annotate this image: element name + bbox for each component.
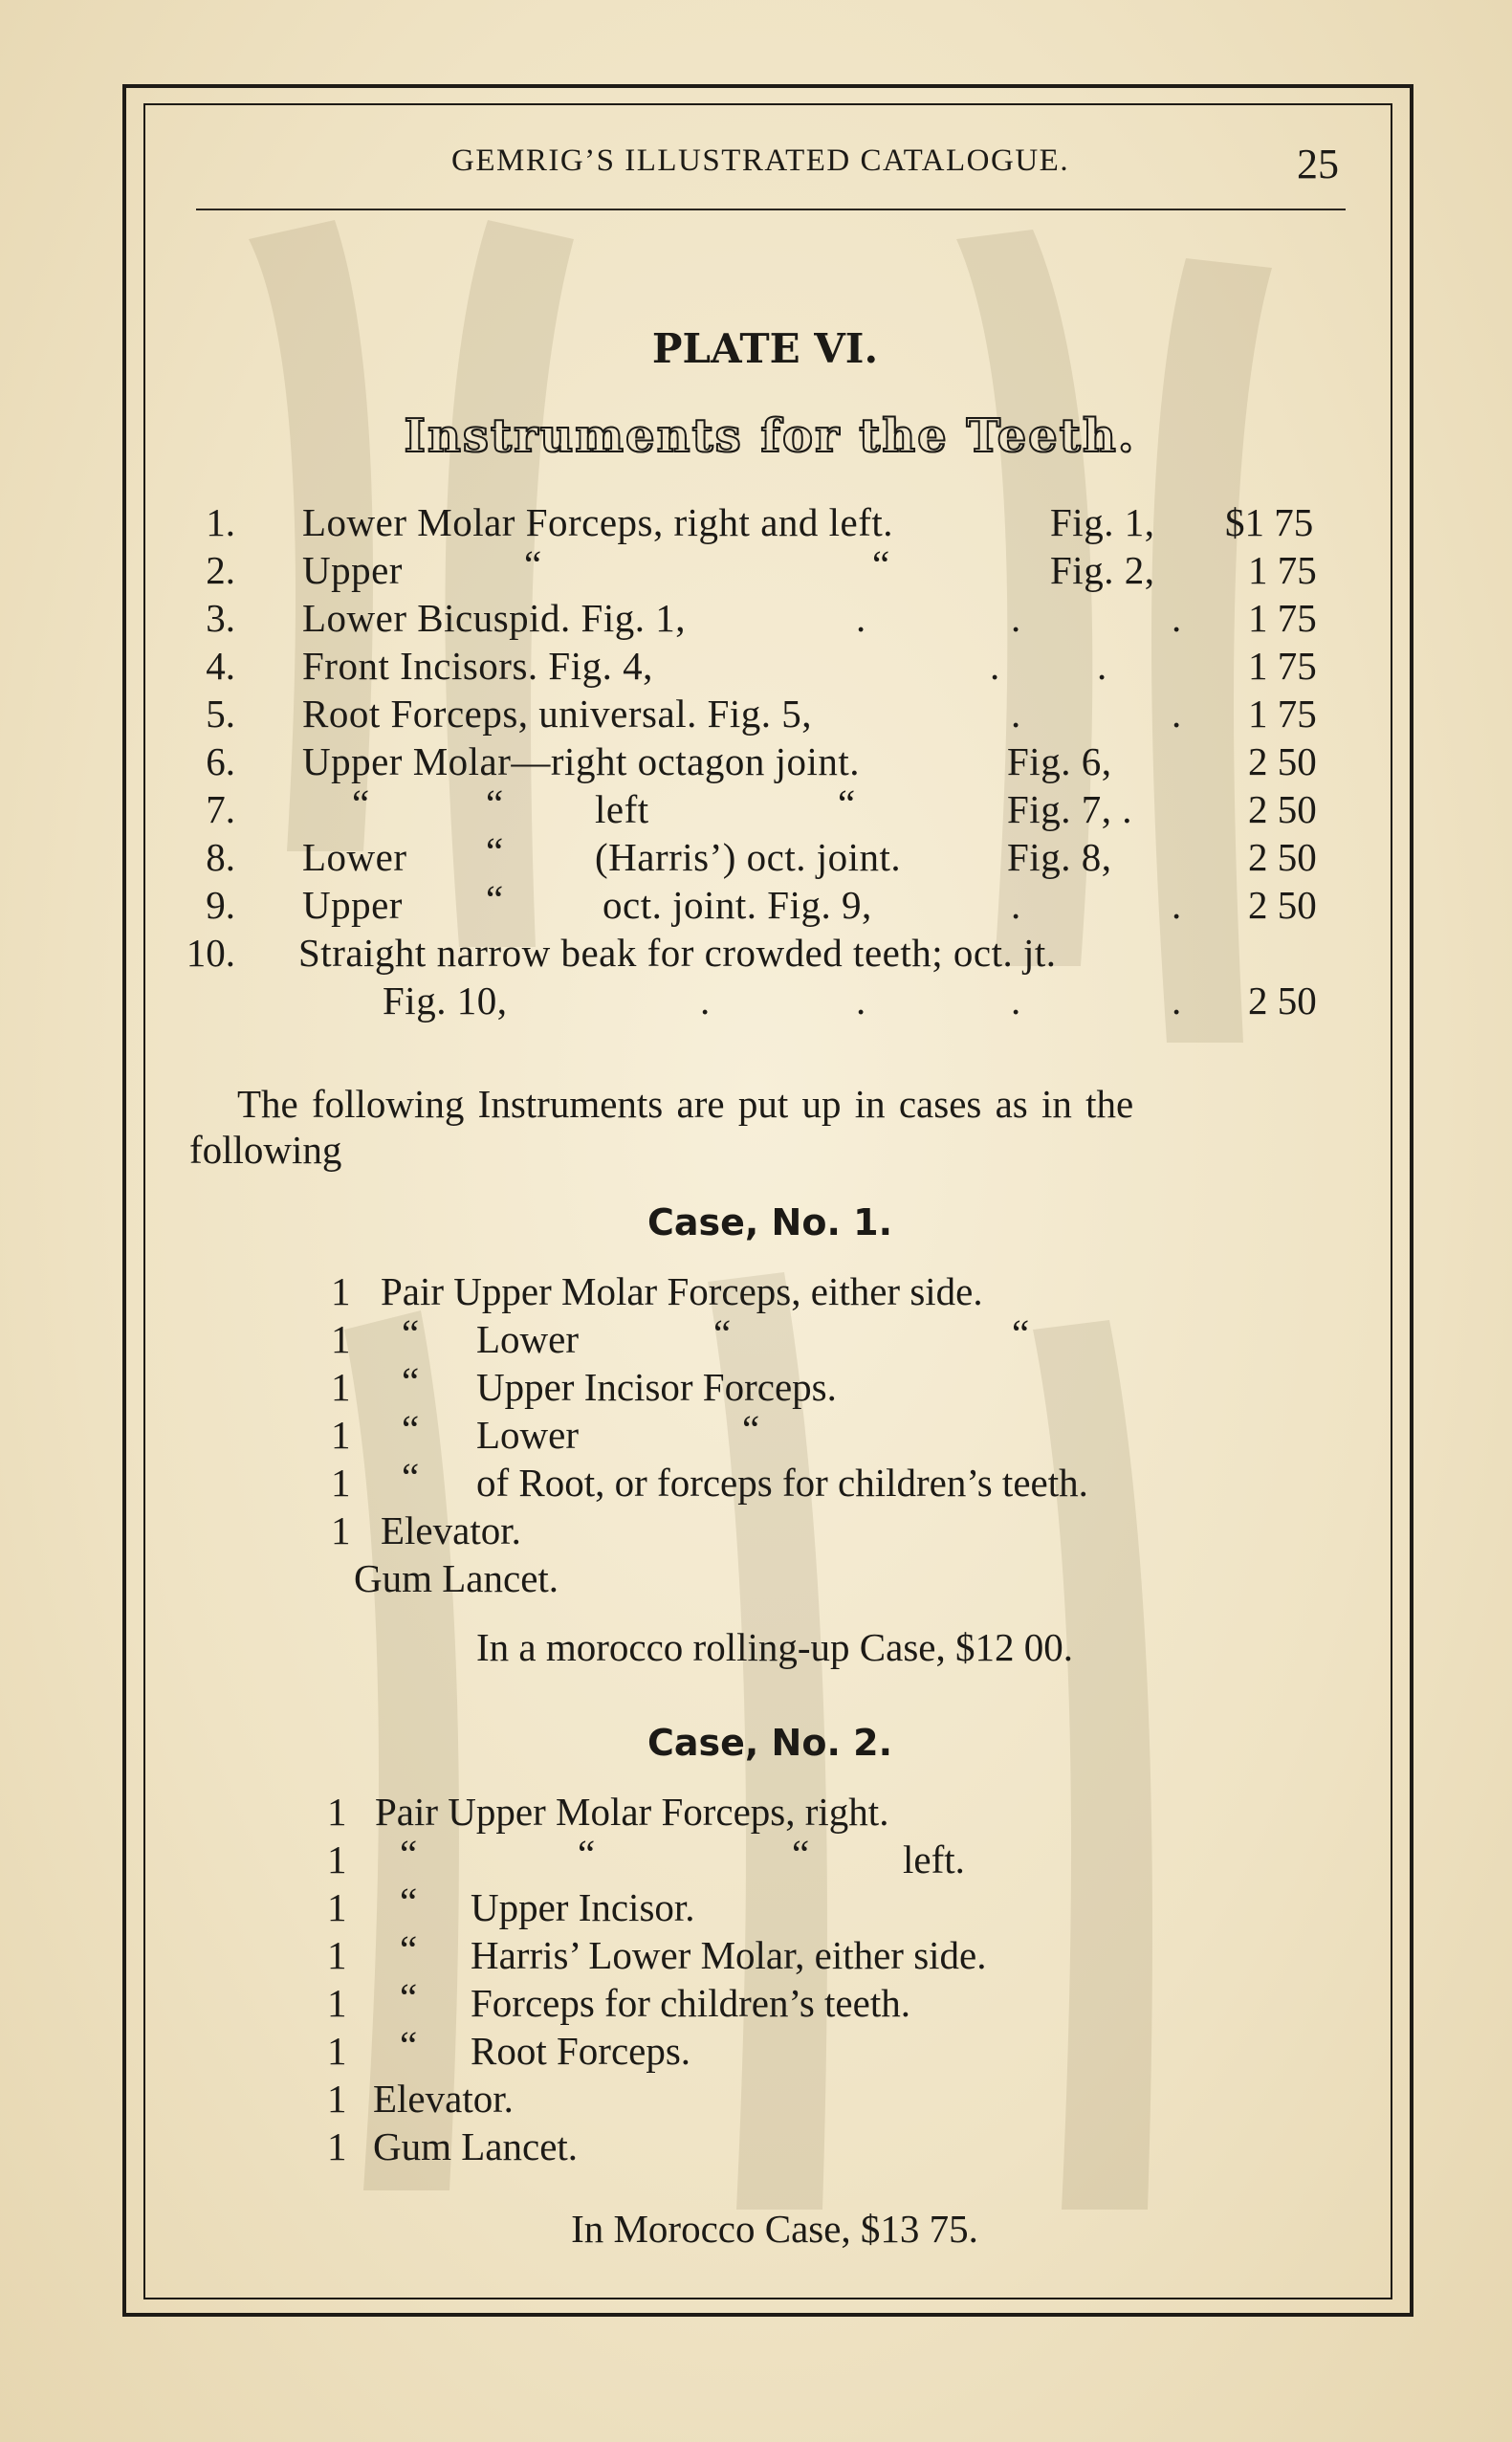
item-figure: Fig. 7, .	[1007, 787, 1132, 831]
case-line-text: Gum Lancet.	[373, 2124, 579, 2168]
ditto-mark: “	[352, 781, 370, 825]
item-figure: Fig. 2,	[1050, 548, 1155, 592]
case-line-text: Upper Incisor.	[471, 1885, 695, 1929]
ditto-mark: “	[742, 1407, 760, 1451]
plate-title: PLATE VI.	[651, 325, 879, 372]
item-description: Root Forceps, universal. Fig. 5,	[302, 692, 813, 736]
case-line-text: Pair Upper Molar Forceps, either side.	[381, 1269, 983, 1313]
leader-dot: .	[1172, 692, 1182, 736]
case-2-heading: Case, No. 2.	[646, 1722, 893, 1764]
ditto-mark: “	[486, 781, 504, 825]
item-description: left	[595, 787, 649, 831]
item-number: 3.	[206, 596, 235, 640]
item-figure: Fig. 10,	[383, 979, 508, 1023]
item-number: 2.	[206, 548, 235, 592]
ditto-mark: “	[400, 2023, 418, 2067]
case-qty: 1	[331, 1317, 351, 1361]
ditto-mark: “	[838, 781, 856, 825]
ditto-mark: “	[400, 1927, 418, 1971]
case-line-text: of Root, or forceps for children’s teeth.	[476, 1461, 1088, 1505]
case-line-text: Forceps for children’s teeth.	[471, 1981, 910, 2025]
case-1-price: In a morocco rolling-up Case, $12 00.	[476, 1625, 1073, 1669]
page-number: 25	[1297, 141, 1339, 187]
item-number: 4.	[206, 644, 235, 688]
item-description: Upper Molar—right octagon joint.	[302, 739, 861, 783]
item-price: 2 50	[1248, 979, 1317, 1023]
item-price: 1 75	[1248, 644, 1317, 688]
item-price: 1 75	[1248, 548, 1317, 592]
item-figure: Fig. 1,	[1050, 500, 1155, 544]
case-qty: 1	[331, 1461, 351, 1505]
case-line-text: Upper Incisor Forceps.	[476, 1365, 837, 1409]
item-description: Upper	[302, 548, 403, 592]
item-price: $1 75	[1225, 500, 1314, 544]
case-qty: 1	[327, 1933, 347, 1977]
ditto-mark: “	[713, 1311, 732, 1355]
intro-line-2: following	[189, 1128, 342, 1172]
leader-dot: .	[1097, 644, 1107, 688]
item-number: 10.	[186, 931, 235, 975]
leader-dot: .	[1172, 883, 1182, 927]
item-price: 1 75	[1248, 596, 1317, 640]
leader-dot: .	[856, 979, 866, 1023]
item-description-cont: oct. joint. Fig. 9,	[603, 883, 872, 927]
item-price: 2 50	[1248, 787, 1317, 831]
item-description: Straight narrow beak for crowded teeth; oct. jt.	[298, 931, 1057, 975]
item-number: 5.	[206, 692, 235, 736]
ditto-mark: “	[402, 1311, 420, 1355]
item-description-cont: (Harris’) oct. joint.	[595, 835, 902, 879]
leader-dot: .	[1011, 979, 1021, 1023]
ditto-mark: “	[524, 542, 542, 586]
case-line-text: Elevator.	[381, 1508, 521, 1552]
intro-line-1: The following Instruments are put up in cases as in the	[237, 1082, 1134, 1126]
leader-dot: .	[990, 644, 1000, 688]
item-figure: Fig. 8,	[1007, 835, 1112, 879]
ditto-mark: “	[400, 1975, 418, 2019]
item-description: Upper	[302, 883, 403, 927]
ditto-mark: “	[1012, 1311, 1030, 1355]
leader-dot: .	[700, 979, 711, 1023]
ditto-mark: “	[486, 877, 504, 921]
leader-dot: .	[1011, 596, 1021, 640]
case-qty: 1	[327, 2124, 347, 2168]
case-qty: 1	[327, 2077, 347, 2121]
ditto-mark: “	[400, 1832, 418, 1876]
item-price: 2 50	[1248, 739, 1317, 783]
case-qty: 1	[327, 2029, 347, 2073]
item-price: 1 75	[1248, 692, 1317, 736]
ditto-mark: “	[402, 1359, 420, 1403]
case-1-heading: Case, No. 1.	[646, 1201, 893, 1243]
case-2-price: In Morocco Case, $13 75.	[571, 2207, 978, 2251]
ditto-mark: “	[402, 1455, 420, 1499]
item-number: 9.	[206, 883, 235, 927]
item-description: Lower Molar Forceps, right and left.	[302, 500, 894, 544]
ditto-mark: “	[872, 542, 890, 586]
case-qty: 1	[331, 1269, 351, 1313]
plate-subtitle: Instruments for the Teeth.	[404, 409, 1136, 463]
case-qty: 1	[331, 1508, 351, 1552]
case-line-text: left.	[903, 1837, 965, 1881]
running-header-title: GEMRIG’S ILLUSTRATED CATALOGUE.	[451, 143, 1070, 178]
item-figure: Fig. 6,	[1007, 739, 1112, 783]
item-number: 8.	[206, 835, 235, 879]
item-price: 2 50	[1248, 883, 1317, 927]
case-line-text: Lower	[476, 1317, 580, 1361]
item-number: 1.	[206, 500, 235, 544]
item-number: 6.	[206, 739, 235, 783]
leader-dot: .	[1172, 979, 1182, 1023]
ditto-mark: “	[792, 1832, 810, 1876]
leader-dot: .	[1172, 596, 1182, 640]
case-qty: 1	[327, 1837, 347, 1881]
ditto-mark: “	[578, 1832, 596, 1876]
case-line-text: Gum Lancet.	[354, 1556, 559, 1600]
case-qty: 1	[327, 1885, 347, 1929]
item-number: 7.	[206, 787, 235, 831]
leader-dot: .	[1011, 883, 1021, 927]
leader-dot: .	[856, 596, 866, 640]
item-price: 2 50	[1248, 835, 1317, 879]
case-line-text: Elevator.	[373, 2077, 514, 2121]
case-qty: 1	[331, 1413, 351, 1457]
header-rule	[196, 209, 1346, 210]
leader-dot: .	[1011, 692, 1021, 736]
case-qty: 1	[331, 1365, 351, 1409]
case-line-text: Lower	[476, 1413, 580, 1457]
ditto-mark: “	[402, 1407, 420, 1451]
item-description: Lower Bicuspid. Fig. 1,	[302, 596, 686, 640]
case-line-text: Pair Upper Molar Forceps, right.	[375, 1790, 889, 1834]
case-qty: 1	[327, 1790, 347, 1834]
ditto-mark: “	[486, 829, 504, 873]
item-description: Lower	[302, 835, 407, 879]
item-description: Front Incisors. Fig. 4,	[302, 644, 653, 688]
case-line-text: Root Forceps.	[471, 2029, 691, 2073]
case-qty: 1	[327, 1981, 347, 2025]
case-line-text: Harris’ Lower Molar, either side.	[471, 1933, 987, 1977]
ditto-mark: “	[400, 1880, 418, 1924]
